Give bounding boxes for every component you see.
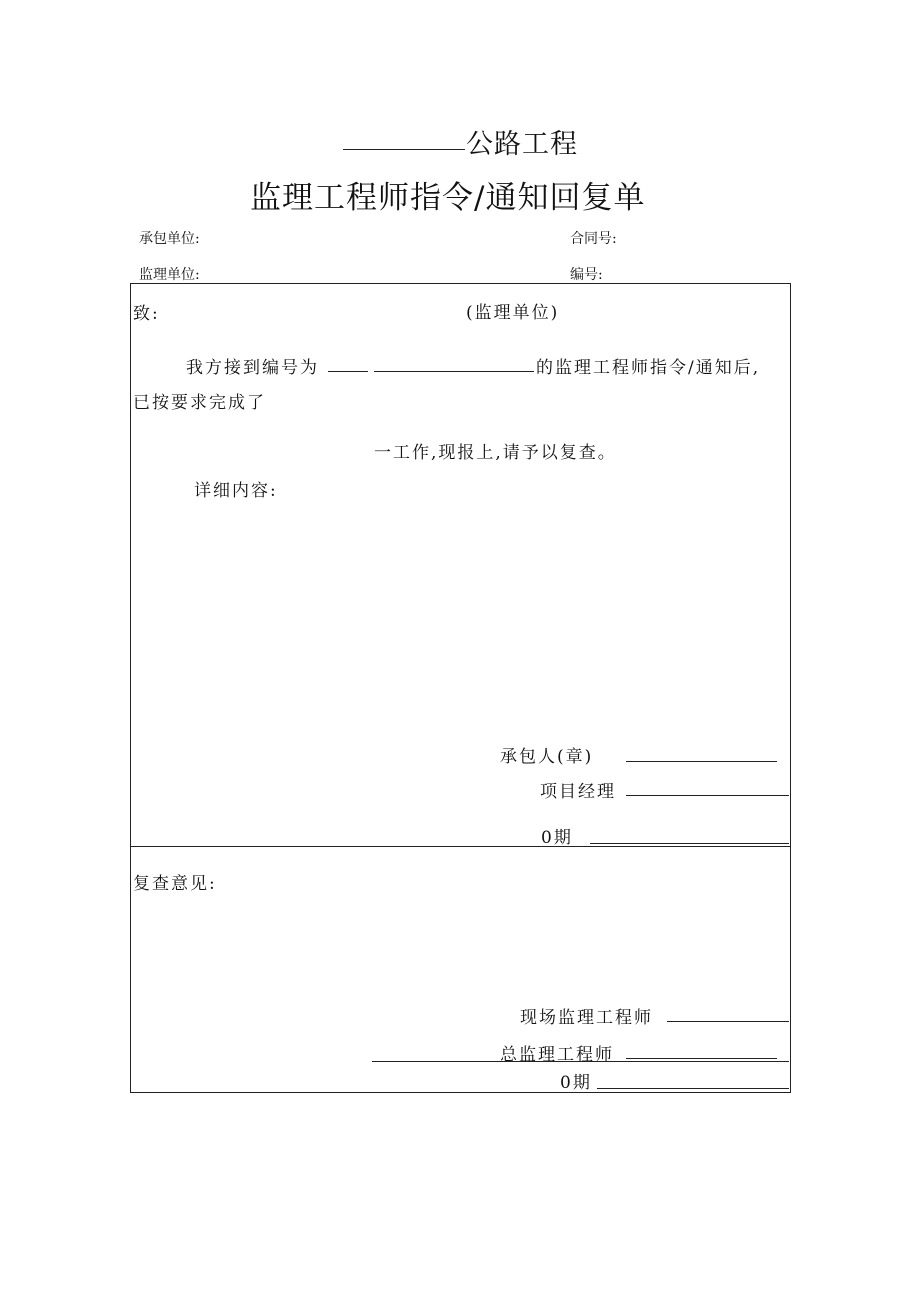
review-date-label: 0期 xyxy=(560,1073,592,1093)
chief-engineer-label: 总监理工程师 xyxy=(500,1045,614,1065)
contract-no-label: 合同号: xyxy=(570,231,617,247)
site-engineer-blank[interactable] xyxy=(667,1021,789,1022)
chief-engineer-baseline xyxy=(372,1061,789,1062)
contractor-unit-label: 承包单位: xyxy=(139,231,200,247)
project-name-blank[interactable] xyxy=(343,149,465,150)
body-line3: 一工作,现报上,请予以复查。 xyxy=(374,443,617,463)
project-suffix: 公路工程 xyxy=(466,129,578,160)
details-label: 详细内容: xyxy=(194,481,278,501)
number-label: 编号: xyxy=(570,267,603,283)
chief-engineer-blank[interactable] xyxy=(626,1058,777,1059)
review-date-blank[interactable] xyxy=(597,1088,789,1089)
document-title: 监理工程师指令/通知回复单 xyxy=(250,180,646,216)
body-middle: 的监理工程师指令/通知后, xyxy=(536,358,761,378)
instruction-number-blank-a[interactable] xyxy=(328,371,368,372)
supervision-unit-label: 监理单位: xyxy=(139,267,200,283)
site-engineer-label: 现场监理工程师 xyxy=(520,1008,653,1028)
review-opinion-label: 复查意见: xyxy=(133,874,217,894)
contractor-seal-label: 承包人(章) xyxy=(500,747,594,767)
body-line2: 已按要求完成了 xyxy=(133,393,266,413)
project-manager-label: 项目经理 xyxy=(540,782,616,802)
supervision-unit-hint: (监理单位) xyxy=(466,303,560,323)
reply-date-label: 0期 xyxy=(541,828,573,848)
to-label: 致: xyxy=(133,304,160,324)
body-prefix: 我方接到编号为 xyxy=(186,358,319,378)
contractor-seal-blank[interactable] xyxy=(626,761,777,762)
project-manager-blank[interactable] xyxy=(626,795,789,796)
reply-date-blank[interactable] xyxy=(590,843,789,844)
instruction-number-blank-b[interactable] xyxy=(374,371,534,372)
section-divider xyxy=(130,846,791,847)
